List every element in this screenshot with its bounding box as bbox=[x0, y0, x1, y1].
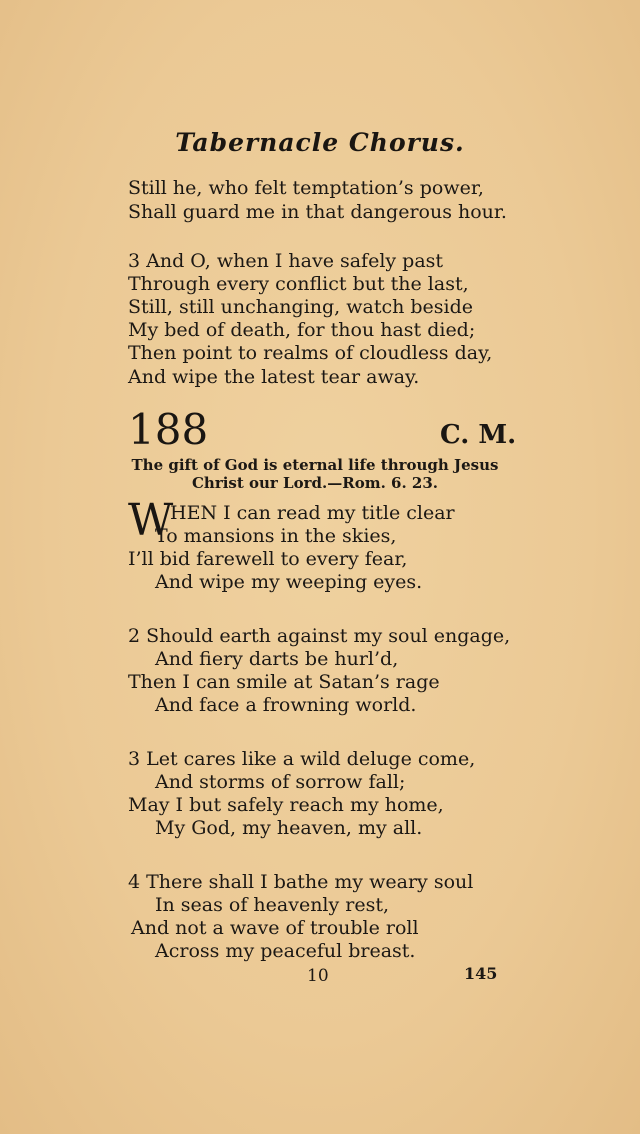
verse-line: Then I can smile at Satan’s rage bbox=[128, 671, 440, 693]
verse-line: 2 Should earth against my soul engage, bbox=[128, 625, 511, 647]
verse-line: 4 There shall I bathe my weary soul bbox=[128, 871, 474, 893]
verse-line: In seas of heavenly rest, bbox=[155, 894, 390, 916]
verse-line: Through every conflict but the last, bbox=[128, 273, 469, 295]
verse-line: Then point to realms of cloudless day, bbox=[128, 342, 493, 364]
drop-cap: W bbox=[128, 495, 174, 546]
verse-line: And wipe the latest tear away. bbox=[128, 366, 420, 388]
verse-line: 3 Let cares like a wild deluge come, bbox=[128, 748, 476, 770]
verse-line: To mansions in the skies, bbox=[155, 525, 397, 547]
verse-line: And wipe my weeping eyes. bbox=[155, 571, 423, 593]
verse-line: My God, my heaven, my all. bbox=[155, 817, 423, 839]
verse-line: Across my peaceful breast. bbox=[155, 940, 416, 962]
page-number: 145 bbox=[464, 964, 498, 983]
verse-line: My bed of death, for thou hast died; bbox=[128, 319, 476, 341]
verse-line: Still he, who felt temptation’s power, bbox=[128, 177, 484, 199]
verse-line: And storms of sorrow fall; bbox=[155, 771, 406, 793]
verse-line: May I but safely reach my home, bbox=[128, 794, 444, 816]
running-header: Tabernacle Chorus. bbox=[175, 128, 465, 157]
verse-line: Shall guard me in that dangerous hour. bbox=[128, 201, 507, 223]
scripture-epigraph bbox=[110, 456, 520, 492]
hymn-meter: C. M. bbox=[440, 420, 517, 450]
verse-line: 3 And O, when I have safely past bbox=[128, 250, 444, 272]
verse-line: I’ll bid farewell to every fear, bbox=[128, 548, 408, 570]
hymn-number: 188 bbox=[128, 405, 209, 454]
verse-line: Still, still unchanging, watch beside bbox=[128, 296, 474, 318]
scripture-line: The gift of God is eternal life through Jesus bbox=[131, 456, 499, 474]
verse-line: And face a frowning world. bbox=[155, 694, 417, 716]
verse-line: And not a wave of trouble roll bbox=[131, 917, 419, 939]
signature-mark: 10 bbox=[307, 966, 329, 986]
scripture-line: Christ our Lord.—Rom. 6. 23. bbox=[191, 474, 438, 492]
verse-line: And fiery darts be hurl’d, bbox=[155, 648, 399, 670]
verse-line: HEN I can read my title clear bbox=[170, 502, 455, 524]
